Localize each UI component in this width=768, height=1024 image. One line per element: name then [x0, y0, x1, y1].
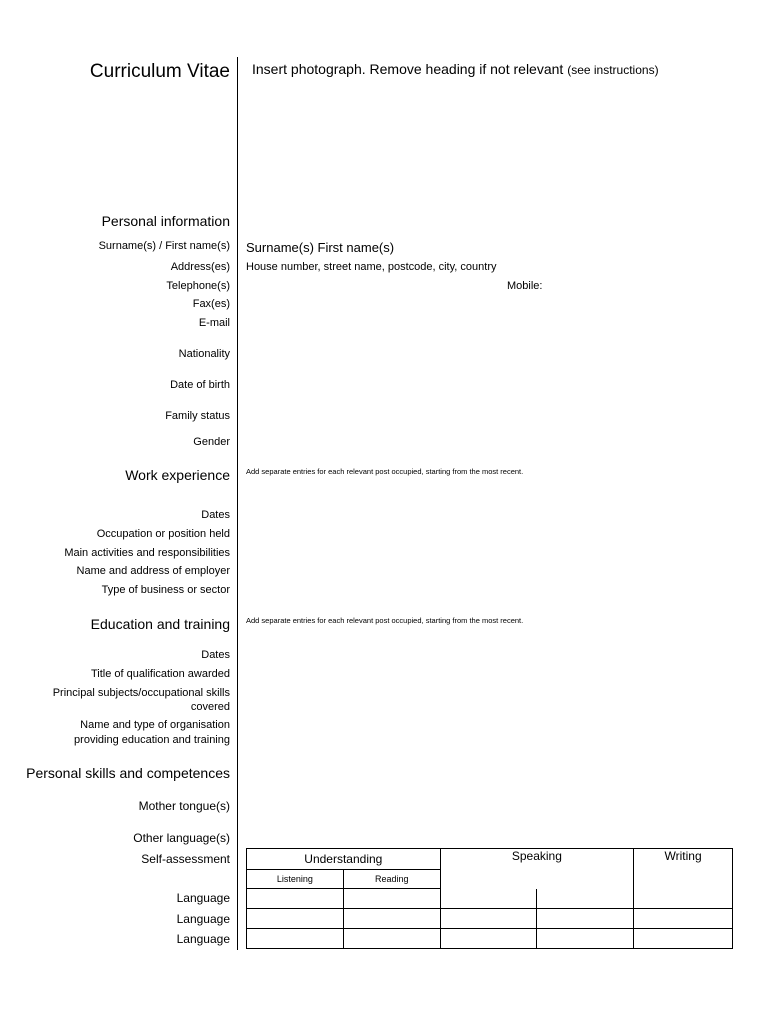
address-label: Address(es) — [170, 261, 230, 273]
organisation-label-line1: Name and type of organisation — [80, 719, 230, 731]
activities-label: Main activities and responsibilities — [64, 547, 230, 559]
personal-information-heading: Personal information — [101, 213, 230, 229]
language-label-3: Language — [176, 932, 230, 946]
photo-note: Insert photograph. Remove heading if not relevant — [252, 61, 564, 77]
fax-label: Fax(es) — [192, 298, 230, 310]
language-label-1: Language — [176, 891, 230, 905]
lang3-listening-cell[interactable] — [247, 929, 344, 949]
qualification-label: Title of qualification awarded — [90, 668, 230, 680]
photo-note-instructions: (see instructions) — [567, 63, 659, 77]
address-value: House number, street name, postcode, city, country — [246, 261, 497, 273]
listening-subheader: Listening — [247, 870, 344, 889]
education-heading: Education and training — [90, 616, 230, 632]
lang2-writing-cell[interactable] — [634, 909, 733, 929]
writing-header-space — [634, 870, 733, 889]
employer-label: Name and address of employer — [76, 565, 230, 577]
speaking-header-space — [440, 870, 634, 889]
work-dates-label: Dates — [201, 509, 230, 521]
mother-tongue-label: Mother tongue(s) — [138, 799, 230, 813]
lang2-listening-cell[interactable] — [247, 909, 344, 929]
lang2-speaking-interaction-cell[interactable] — [440, 909, 537, 929]
reading-subheader: Reading — [343, 870, 440, 889]
surname-label: Surname(s) / First name(s) — [98, 240, 230, 252]
lang1-writing-cell[interactable] — [634, 889, 733, 909]
lang1-speaking-production-cell[interactable] — [537, 889, 634, 909]
surname-value: Surname(s) First name(s) — [246, 240, 395, 255]
education-hint: Add separate entries for each relevant post occupied, starting from the most recent. — [246, 616, 524, 625]
personal-skills-heading: Personal skills and competences — [26, 765, 230, 781]
email-label: E-mail — [198, 317, 230, 329]
gender-label: Gender — [193, 436, 230, 448]
mobile-label: Mobile: — [507, 280, 543, 292]
work-experience-heading: Work experience — [125, 467, 230, 483]
other-languages-label: Other language(s) — [133, 831, 230, 845]
lang2-reading-cell[interactable] — [343, 909, 440, 929]
nationality-label: Nationality — [178, 348, 230, 360]
organisation-label-line2: providing education and training — [74, 734, 230, 746]
business-sector-label: Type of business or sector — [101, 584, 230, 596]
photo-placeholder-note — [252, 61, 659, 77]
occupation-label: Occupation or position held — [96, 528, 230, 540]
lang1-listening-cell[interactable] — [247, 889, 344, 909]
cv-title: Curriculum Vitae — [89, 61, 230, 82]
subjects-label-line2: covered — [190, 701, 230, 713]
subjects-label-line1: Principal subjects/occupational skills — [52, 687, 230, 699]
lang3-reading-cell[interactable] — [343, 929, 440, 949]
family-status-label: Family status — [165, 410, 230, 422]
self-assessment-table — [246, 848, 733, 949]
writing-header: Writing — [634, 849, 733, 870]
lang3-writing-cell[interactable] — [634, 929, 733, 949]
education-dates-label: Dates — [201, 649, 230, 661]
lang2-speaking-production-cell[interactable] — [537, 909, 634, 929]
speaking-header: Speaking — [440, 849, 634, 870]
telephone-label: Telephone(s) — [166, 280, 230, 292]
understanding-header: Understanding — [247, 849, 441, 870]
column-divider — [237, 57, 238, 950]
lang3-speaking-production-cell[interactable] — [537, 929, 634, 949]
lang1-reading-cell[interactable] — [343, 889, 440, 909]
self-assessment-label: Self-assessment — [141, 852, 230, 866]
lang1-speaking-interaction-cell[interactable] — [440, 889, 537, 909]
lang3-speaking-interaction-cell[interactable] — [440, 929, 537, 949]
work-experience-hint: Add separate entries for each relevant post occupied, starting from the most recent. — [246, 467, 524, 476]
date-of-birth-label: Date of birth — [170, 379, 230, 391]
language-label-2: Language — [176, 912, 230, 926]
